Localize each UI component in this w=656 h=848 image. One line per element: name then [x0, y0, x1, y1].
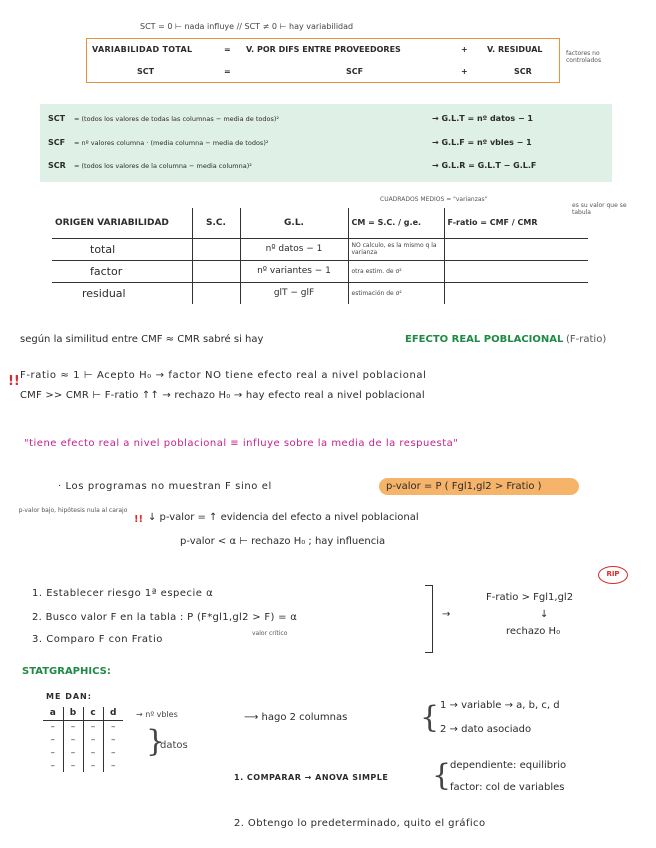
- row-total-gl: nº datos − 1: [240, 238, 348, 260]
- formula-scr-rhs: = (todos los valores de la columna − media columna)²: [74, 162, 252, 170]
- step-1: 1. Establecer riesgo 1ª especie α: [32, 588, 214, 599]
- box-eq-2: =: [224, 67, 231, 76]
- header-origen: ORIGEN VARIABILIDAD: [52, 208, 192, 238]
- row-residual-gl: glT − glF: [240, 282, 348, 304]
- row-residual-origen: residual: [82, 286, 126, 300]
- col-d: d: [103, 707, 123, 720]
- table-row: [52, 260, 588, 282]
- box-eq-1: =: [224, 45, 231, 54]
- data-columns-table: a b c d – – – – – – – – – – – – – – – –: [43, 707, 123, 772]
- formula-scf-gl: → G.L.F = nº vbles − 1: [432, 138, 532, 147]
- critical-value-note: valor crítico: [252, 630, 288, 637]
- row-total-sc: [192, 238, 240, 260]
- row-residual-f: [444, 282, 588, 304]
- pvalue-alpha-line: p-valor < α ⊢ rechazo H₀ ; hay influencia: [180, 536, 386, 547]
- variability-note: SCT = 0 ⊢ nada influye // SCT ≠ 0 ⊢ hay variabilidad: [140, 22, 354, 31]
- col-a: a: [43, 707, 63, 720]
- num-vbles-note: → nº vbles: [136, 710, 178, 719]
- similarity-text: según la similitud entre CMF ≈ CMR sabré si hay: [20, 334, 264, 345]
- column-dato: 2 → dato asociado: [440, 724, 532, 735]
- row-factor-origen: factor: [52, 260, 192, 282]
- reject-h0-line: CMF >> CMR ⊢ F-ratio ↑↑ → rechazo H₀ → hay efecto real a nivel poblacional: [20, 390, 425, 401]
- box-provider-label: V. POR DIFS ENTRE PROVEEDORES: [246, 45, 401, 54]
- box-residual-label: V. RESIDUAL: [487, 45, 543, 54]
- programs-text: · Los programas no muestran F sino el: [58, 481, 272, 492]
- columns-brace: {: [420, 700, 440, 735]
- accept-h0-line: F-ratio ≈ 1 ⊢ Acepto H₀ → factor NO tiene efecto real a nivel poblacional: [20, 370, 427, 381]
- header-gl: G.L.: [240, 208, 348, 238]
- formula-scr-gl: → G.L.R = G.L.T − G.L.F: [432, 161, 537, 170]
- default-output-step: 2. Obtengo lo predeterminado, quito el gráfico: [234, 818, 486, 829]
- dependent-note: dependiente: equilibrio: [450, 760, 567, 771]
- mean-squares-note: CUADRADOS MEDIOS = "varianzas": [380, 196, 488, 203]
- factor-note: factor: col de variables: [450, 782, 565, 793]
- row-residual-cm: estimación de σ²: [348, 282, 444, 304]
- real-effect-definition: "tiene efecto real a nivel poblacional ≡ influye sobre la media de la respuesta": [24, 438, 459, 449]
- row-factor-cm: otra estim. de σ²: [348, 260, 444, 282]
- step-3: 3. Comparo F con Fratio: [32, 634, 163, 645]
- row-factor-f: [444, 260, 588, 282]
- fratio-tabulated-note: es su valor que se tabula: [572, 202, 627, 216]
- anova-table: [52, 208, 588, 304]
- row-factor-sc: [192, 260, 240, 282]
- down-arrow-icon: ↓: [540, 609, 549, 620]
- fratio-paren: (F-ratio): [566, 334, 607, 345]
- header-sc: S.C.: [192, 208, 240, 238]
- box-scf: SCF: [346, 67, 364, 76]
- reject-h0-result: rechazo H₀: [506, 626, 561, 637]
- datos-label: datos: [160, 740, 188, 751]
- header-fratio: F-ratio = CMF / CMR: [444, 208, 588, 238]
- box-sct: SCT: [137, 67, 155, 76]
- low-pvalue-note: p-valor bajo, hipótesis nula al carajo: [18, 507, 128, 514]
- statgraphics-title: STATGRAPHICS:: [22, 666, 111, 677]
- table-row: [52, 282, 588, 304]
- exclamation-mark: !!: [8, 374, 20, 389]
- header-cm: CM = S.C. / g.e.: [348, 208, 444, 238]
- two-columns-text: ⟶ hago 2 columnas: [244, 712, 348, 723]
- row-total-origen: total: [52, 238, 192, 260]
- red-exclamation: !!: [134, 514, 144, 525]
- me-dan-label: ME DAN:: [46, 692, 92, 701]
- formula-sct-rhs: = (todos los valores de todas las columnas − media de todos)²: [74, 115, 280, 123]
- box-plus-2: +: [461, 67, 468, 76]
- rip-badge: RIP: [598, 566, 628, 584]
- pvalue-evidence-line: ↓ p-valor = ↑ evidencia del efecto a nivel poblacional: [148, 512, 419, 523]
- box-scr: SCR: [514, 67, 532, 76]
- row-total-cm: NO calculo, es la mismo q la varianza: [348, 238, 444, 260]
- step-2: 2. Busco valor F en la tabla : P (F*gl1,gl2 > F) = α: [32, 612, 298, 623]
- steps-bracket: [425, 585, 433, 653]
- table-row: [52, 238, 588, 260]
- datos-brace: }: [146, 724, 166, 759]
- column-variable: 1 → variable → a, b, c, d: [440, 700, 560, 711]
- formula-scr-lhs: SCR: [48, 161, 66, 170]
- uncontrolled-factors-note: factores no controlados: [566, 50, 602, 64]
- formula-scf-lhs: SCF: [48, 138, 66, 147]
- anova-simple-step: 1. COMPARAR → ANOVA SIMPLE: [234, 773, 389, 782]
- row-factor-gl: nº variantes − 1: [240, 260, 348, 282]
- table-header-row: [52, 208, 588, 238]
- col-b: b: [63, 707, 83, 720]
- row-total-f: [444, 238, 588, 260]
- steps-arrow: →: [442, 609, 451, 620]
- col-c: c: [83, 707, 103, 720]
- formula-scf-rhs: = nº valores columna · (media columna − media de todos)²: [74, 139, 269, 147]
- formula-sct-lhs: SCT: [48, 114, 66, 123]
- row-residual-sc: [192, 282, 240, 304]
- formula-sct-gl: → G.L.T = nº datos − 1: [432, 114, 533, 123]
- anova-brace: {: [432, 758, 452, 793]
- fratio-compare: F-ratio > Fgl1,gl2: [486, 592, 574, 603]
- pvalue-formula: p-valor = P ( Fgl1,gl2 > Fratio ): [386, 481, 542, 492]
- real-effect-label: EFECTO REAL POBLACIONAL: [405, 334, 564, 345]
- box-plus-1: +: [461, 45, 468, 54]
- box-total-label: VARIABILIDAD TOTAL: [92, 45, 193, 54]
